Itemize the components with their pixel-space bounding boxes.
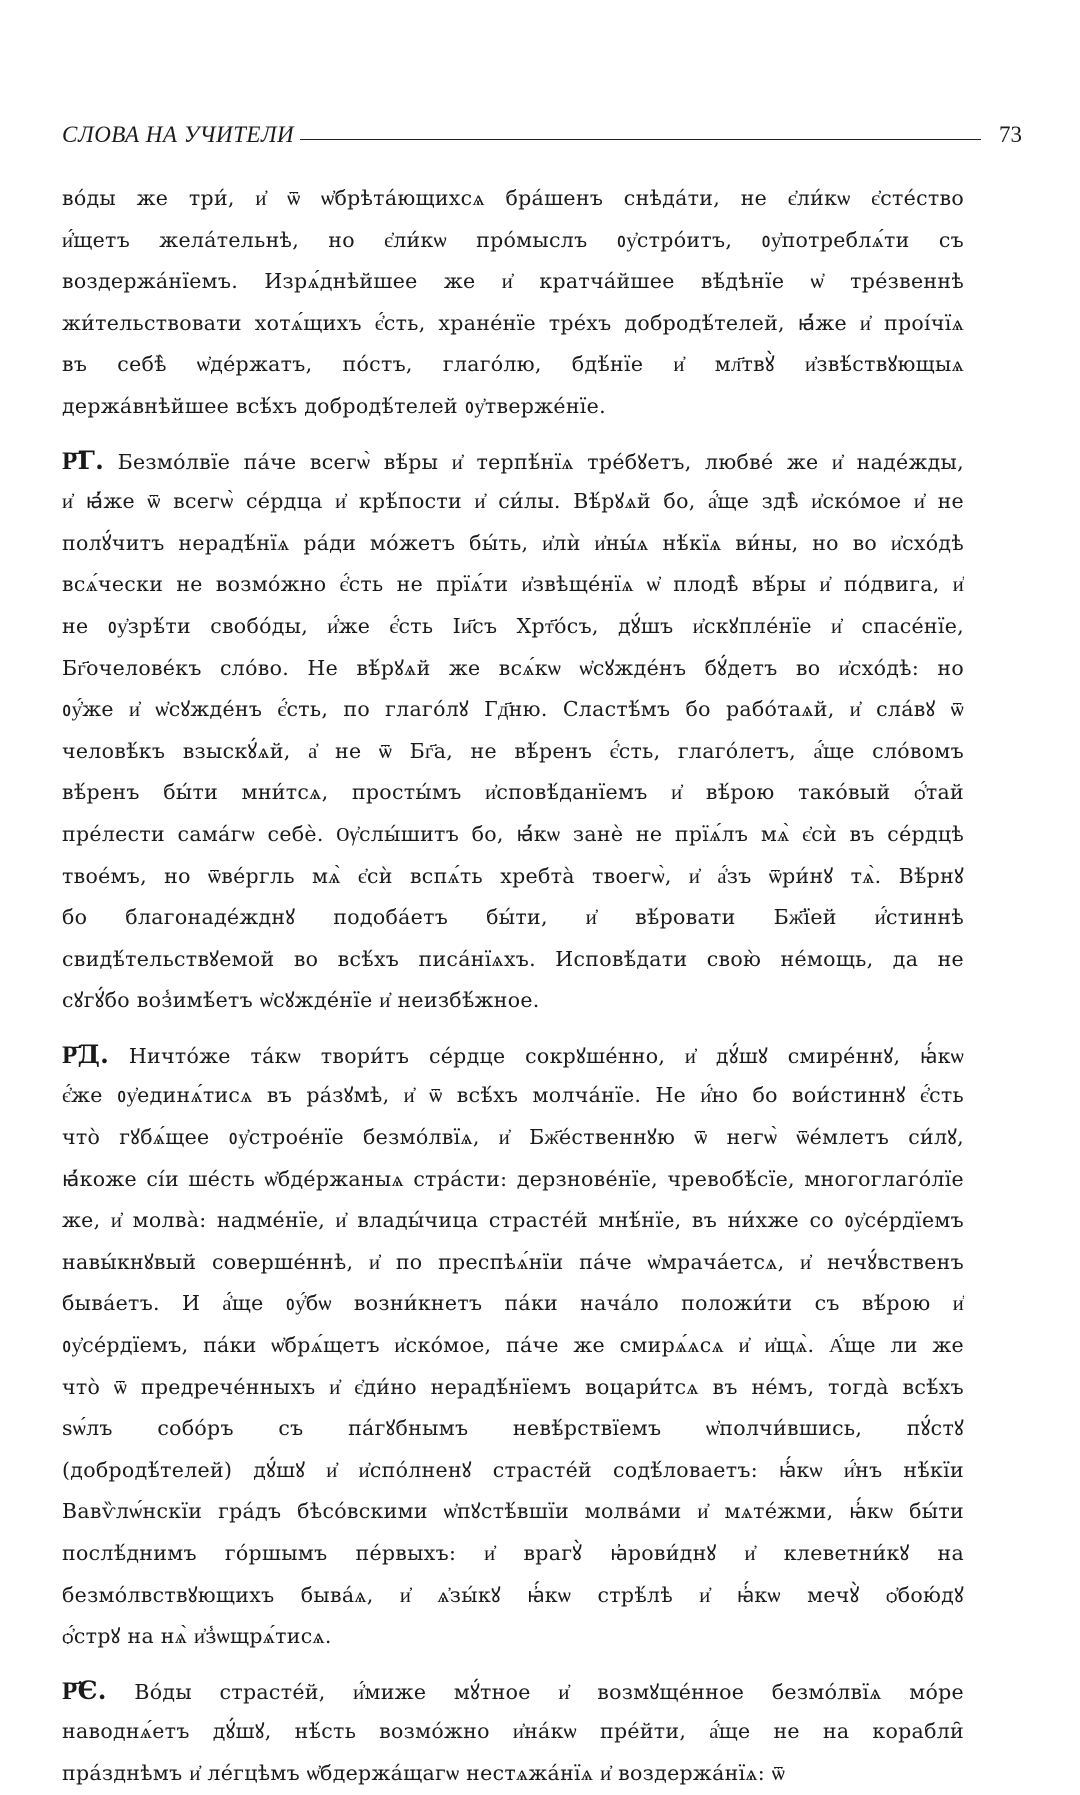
- text-line: [62, 856, 964, 898]
- line-text: ᲂу҆се́рдїемъ, па́ки ѡ҆брѧ́щетъ и҆ско́мое, па́че же смирѧ́ѧсѧ и҆ и҆щѧ̀. А҆́ще ли же: [62, 1333, 964, 1358]
- text-line: [62, 606, 964, 648]
- text-line: [62, 1616, 964, 1658]
- line-text: во́ды же три́, и҆ ѿ ѡ҆брѣта́ющихсѧ бра́шенъ снѣда́ти, не є҆ли́кѡ є҆сте́ство: [62, 186, 964, 210]
- text-line: [62, 220, 964, 262]
- line-text: сꙋгꙋ́бо воз̾имѣ́етъ ѡ҆сꙋжде́нїе и҆ неизбѣ́жное.: [62, 988, 540, 1013]
- paragraph: [62, 1670, 964, 1795]
- text-line: [62, 440, 964, 482]
- line-text: Безмо́лвїе па́че всегѡ̀ вѣ́ры и҆ терпѣ́нїѧ тре́бꙋетъ, любве́ же и҆ наде́жды,: [117, 449, 964, 474]
- text-line: [62, 261, 964, 303]
- text-line: [62, 178, 964, 220]
- body-text: [62, 178, 964, 1795]
- line-text: свидѣ́тельствꙋемой во всѣ́хъ писа́нїѧхъ. Исповѣ́дати свою̀ не́мощь, да не: [62, 946, 964, 971]
- line-text: и҆́щетъ жела́тельнѣ, но є҆ли́кѡ про́мыслъ ᲂу҆стро́итъ, ᲂу҆потреблѧ́ти съ: [62, 227, 964, 252]
- running-title: СЛОВА НА УЧИТЕЛИ: [62, 122, 295, 147]
- text-line: [62, 1450, 964, 1492]
- text-line: [62, 1075, 964, 1117]
- text-line: [62, 1159, 964, 1201]
- text-line: [62, 564, 964, 606]
- section-number: Р҃Д.: [62, 1039, 110, 1069]
- line-text: въ себѣ̀ ѡ҆де́ржатъ, по́стъ, глаго́лю, бдѣ́нїе и҆ мл҃твꙋ̀ и҆звѣ́ствꙋющыѧ: [62, 352, 964, 377]
- text-line: [62, 1711, 964, 1753]
- text-line: [62, 1533, 964, 1575]
- line-text: послѣ́днимъ го́ршымъ пе́рвыхъ: и҆ врагꙋ̀ ꙗ҆рови́днꙋ и҆ клеветни́кꙋ на: [62, 1541, 964, 1565]
- line-text: є҆́же ᲂу҆единѧ́тисѧ въ ра́зꙋмѣ, и҆ ѿ всѣ́хъ молча́нїе. Не и҆́но бо вои́стиннꙋ є҆́сть: [62, 1083, 964, 1108]
- text-line: [62, 897, 964, 939]
- text-line: [62, 481, 964, 523]
- paragraph-gap: [62, 1022, 964, 1034]
- text-line: [62, 303, 964, 345]
- paragraph-gap: [62, 1658, 964, 1670]
- line-text: держа́внѣйшее всѣ́хъ добродѣ́телей ᲂу҆тверже́нїе.: [62, 393, 606, 418]
- line-text: не ᲂу҆зрѣ́ти свобо́ды, и҆́же є҆́сть Іи҃съ Хрт҃о́съ, дꙋ́шъ и҆скꙋпле́нїе и҆ спасе́нїе,: [62, 613, 964, 638]
- text-line: [62, 731, 964, 773]
- line-text: пре́лести сама́гѡ себѐ. Ѹ҆слы́шитъ бо, ꙗ҆́кѡ занѐ не прїѧ́лъ мѧ̀ є҆сѝ въ се́рдцѣ: [62, 821, 964, 846]
- line-text: что̀ ѿ предрече́нныхъ и҆ є҆ди́но нерадѣ́нїемъ воцари́тсѧ въ не́мъ, тогда̀ всѣ́хъ: [62, 1374, 964, 1399]
- text-line: [62, 1283, 964, 1325]
- line-text: воздержа́нїемъ. Изрѧ́днѣйшее же и҆ кратча́йшее вѣ́дѣнїе ѡ҆ тре́звеннѣ: [62, 269, 964, 294]
- line-text: же, и҆ молва̀: надме́нїе, и҆ влады́чица страсте́й мнѣ́нїе, въ ни́хже со ᲂу҆се́рдїемъ: [62, 1208, 964, 1233]
- text-line: [62, 523, 964, 565]
- text-line: [62, 1200, 964, 1242]
- text-line: [62, 772, 964, 814]
- line-text: всѧ́чески не возмо́жно є҆́сть не прїѧ́ти и҆звѣще́нїѧ ѡ҆ плодѣ̀ вѣ́ры и҆ по́двига, и҆: [62, 572, 964, 597]
- line-text: человѣ́къ взыскꙋ́ѧй, а҆ не ѿ Бг҃а, не вѣ́ренъ є҆́сть, глаго́летъ, а҆́ще сло́вомъ: [62, 738, 964, 763]
- line-text: твое́мъ, но ѿве́ргль мѧ̀ є҆сѝ вспѧ́ть хребта̀ твоегѡ̀, и҆ а҆́зъ ѿри́нꙋ тѧ̀. Вѣ́рнꙋ: [62, 863, 964, 888]
- line-text: Бг҃очелове́къ сло́во. Не вѣ́рꙋѧй же всѧ́кѡ ѡ҆сꙋжде́нъ бꙋ́детъ во и҆схо́дѣ: но: [62, 655, 964, 680]
- line-text: Ничто́же та́кѡ твори́тъ се́рдце сокрꙋше́нно, и҆ дꙋ́шꙋ смире́ннꙋ, ꙗ҆́кѡ: [128, 1043, 964, 1068]
- line-text: пра́зднѣмъ и҆ ле́гцѣмъ ѡ҆бдержа́щагѡ нестѧжа́нїѧ и҆ воздержа́нїѧ: ѿ: [62, 1760, 786, 1785]
- text-line: [62, 1367, 964, 1409]
- line-text: навы́кнꙋвый соверше́ннѣ, и҆ по преспѣѧ́нїи па́че ѡ҆мрача́етсѧ, и҆ нечꙋ́вственъ: [62, 1249, 964, 1274]
- line-text: (добродѣ́телей) дꙋ́шꙋ и҆ и҆спо́лненꙋ страсте́й содѣ́ловаетъ: ꙗ҆́кѡ и҆́нъ нѣ́кїи: [62, 1457, 964, 1482]
- text-line: [62, 1117, 964, 1159]
- line-text: наводнѧ́етъ дꙋ́шꙋ, нѣ́сть возмо́жно и҆на́кѡ пре́йти, а҆́ще не на корабли̑: [62, 1719, 964, 1744]
- text-line: [62, 1491, 964, 1533]
- text-line: [62, 386, 964, 428]
- line-text: ѻ҆́стрꙋ на нѧ̀ и҆з̾ѡщрѧ́тисѧ.: [62, 1624, 332, 1649]
- paragraph: [62, 1034, 964, 1658]
- line-text: что̀ гꙋбѧ́щее ᲂу҆строе́нїе безмо́лвїѧ, и҆ Бж҃е́ственнꙋю ѿ негѡ̀ ѿе́млетъ си́лꙋ,: [62, 1125, 964, 1150]
- text-line: [62, 1242, 964, 1284]
- line-text: Вавѷлѡ́нскїи гра́дъ бѣсо́вскими ѡ҆пꙋстѣ́вшїи молва́ми и҆ мѧте́жми, ꙗ҆́кѡ бы́ти: [62, 1499, 964, 1524]
- section-number: Р҃Г.: [62, 445, 105, 475]
- line-text: ѕѡ́лъ собо́ръ съ па́гꙋбнымъ невѣ́рствїемъ ѡ҆полчи́вшись, пꙋ́стꙋ: [62, 1416, 964, 1441]
- line-text: и҆ ꙗ҆́же ѿ всегѡ̀ се́рдца и҆ крѣ́пости и҆ си́лы. Вѣ́рꙋѧй бо, а҆́ще здѣ̀ и҆ско́мое и҆ не: [62, 489, 964, 514]
- text-line: [62, 980, 964, 1022]
- line-text: жи́тельствовати хотѧ́щихъ є҆́сть, хране́нїе тре́хъ добродѣ́телей, ꙗ҆́же и҆ проі́чїѧ: [62, 310, 964, 335]
- text-line: [62, 939, 964, 981]
- text-line: [62, 1670, 964, 1712]
- line-text: ᲂу҆́же и҆ ѡ҆сꙋжде́нъ є҆́сть, по глаго́лꙋ Гд҃ню. Сластѣ́мъ бо рабо́таѧй, и҆ сла́вꙋ ѿ: [62, 697, 964, 722]
- line-text: безмо́лвствꙋющихъ быва́ѧ, и҆ ѧ҆зы́кꙋ ꙗ҆́кѡ стрѣ́лѣ и҆ ꙗ҆́кѡ мечꙋ̀ ѻ҆бою́дꙋ: [62, 1582, 964, 1607]
- paragraph: [62, 440, 964, 1022]
- section-number: Р҃Є.: [62, 1675, 107, 1705]
- text-line: [62, 648, 964, 690]
- line-text: бо благонаде́жднꙋ подоба́етъ бы́ти, и҆ вѣ́ровати Бж҃їей и҆́стиннѣ: [62, 905, 964, 930]
- text-line: [62, 1753, 964, 1795]
- text-line: [62, 1408, 964, 1450]
- line-text: вѣ́ренъ бы́ти мни́тсѧ, просты́мъ и҆сповѣ́данїемъ и҆ вѣ́рою тако́вый ѻ҆́тай: [62, 780, 964, 805]
- text-line: [62, 1325, 964, 1367]
- page-number: 73: [999, 122, 1022, 147]
- text-line: [62, 1034, 964, 1076]
- text-line: [62, 689, 964, 731]
- text-line: [62, 814, 964, 856]
- running-header: [62, 110, 1022, 150]
- paragraph-gap: [62, 428, 964, 440]
- text-line: [62, 344, 964, 386]
- text-line: [62, 1575, 964, 1617]
- line-text: полꙋ́читъ нерадѣ́нїѧ ра́ди мо́жетъ бы́ть, и҆лѝ и҆ны́ѧ нѣ́кїѧ ви́ны, но во и҆схо́дѣ: [62, 530, 964, 555]
- header-rule: [300, 139, 981, 140]
- line-text: ꙗ҆́коже сі́и ше́сть ѡ҆бде́ржаныѧ стра́сти: дерзнове́нїе, чревобѣ́сїе, многоглаго́лїе: [62, 1166, 964, 1191]
- line-text: Во́ды страсте́й, и҆́миже мꙋ́тное и҆ возмꙋще́нное безмо́лвїѧ мо́ре: [134, 1679, 964, 1704]
- paragraph: [62, 178, 964, 428]
- line-text: быва́етъ. И а҆́ще ᲂу҆́бѡ возни́кнетъ па́ки нача́ло положи́ти съ вѣ́рою и҆: [62, 1291, 964, 1316]
